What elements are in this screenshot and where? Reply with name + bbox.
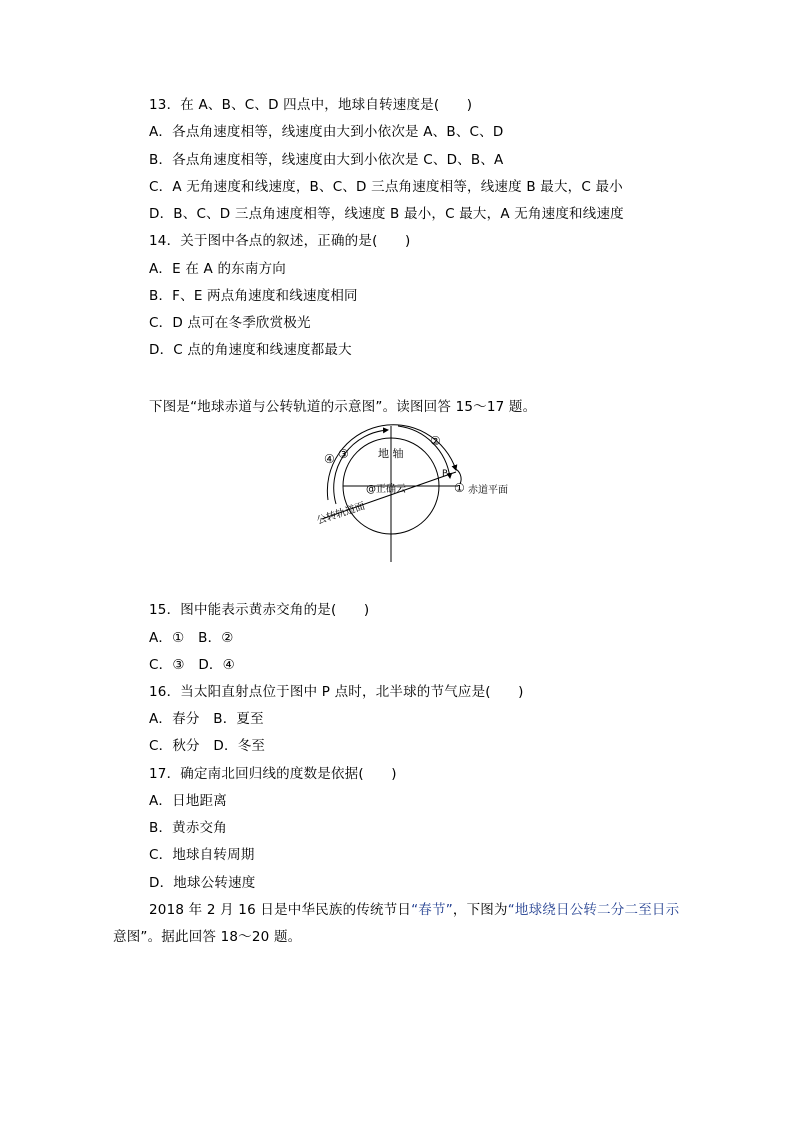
q13-option-b: B．各点角速度相等，线速度由大到小依次是 C、D、B、A	[149, 152, 504, 168]
mark-4: ④	[324, 452, 335, 466]
mark-3: ③	[338, 447, 349, 461]
point-p-label: P	[442, 469, 448, 479]
q15-options-ab: A．① B．②	[149, 630, 234, 646]
q16-stem: 16．当太阳直射点位于图中 P 点时，北半球的节气应是( )	[149, 684, 524, 700]
q14-option-b: B．F、E 两点角速度和线速度相同	[149, 288, 358, 304]
q17-option-a: A．日地距离	[149, 793, 227, 809]
q15-stem: 15．图中能表示黄赤交角的是( )	[149, 602, 370, 618]
q17-stem: 17．确定南北回归线的度数是依据( )	[149, 766, 397, 782]
intro-18-20-line2-highlight: 意图”	[113, 929, 148, 945]
mark-2: ②	[430, 434, 441, 448]
q16-options-cd: C．秋分 D．冬至	[149, 738, 266, 754]
equator-label: 赤道平面	[468, 485, 508, 496]
q16-options-ab: A．春分 B．夏至	[149, 711, 264, 727]
axis-label: 地 轴	[378, 447, 404, 460]
intro-18-20-highlight2: “地球绕日公转二分二至日示	[507, 902, 680, 918]
q13-option-d: D．B、C、D 三点角速度相等，线速度 B 最小，C 最大，A 无角速度和线速度	[149, 206, 624, 222]
intro-18-20-line2-rest: 。据此回答 18～20 题。	[147, 929, 302, 945]
intro-15-17: 下图是“地球赤道与公转轨道的示意图”。读图回答 15～17 题。	[149, 399, 537, 415]
intro-18-20-line2	[113, 928, 301, 946]
q14-option-d: D．C 点的角速度和线速度都最大	[149, 342, 352, 358]
q14-option-a: A．E 在 A 的东南方向	[149, 261, 286, 277]
q14-stem: 14．关于图中各点的叙述，正确的是( )	[149, 233, 411, 249]
intro-18-20-line1	[149, 901, 679, 919]
orbit-label: 公转轨道面	[315, 500, 367, 527]
intro-18-20-part2: ，下图为	[452, 902, 508, 918]
intro-18-20-highlight1: “春节”	[411, 902, 453, 918]
q13-option-a: A．各点角速度相等，线速度由大到小依次是 A、B、C、D	[149, 124, 504, 140]
q17-option-c: C．地球自转周期	[149, 847, 255, 863]
watermark: @正确云	[366, 484, 406, 495]
q13-option-c: C．A 无角速度和线速度，B、C、D 三点角速度相等，线速度 B 最大，C 最小	[149, 179, 623, 195]
q13-stem: 13．在 A、B、C、D 四点中，地球自转速度是( )	[149, 97, 473, 113]
intro-18-20-part1: 2018 年 2 月 16 日是中华民族的传统节日	[149, 902, 412, 918]
q15-options-cd: C．③ D．④	[149, 657, 235, 673]
mark-1: ①	[454, 481, 465, 495]
q17-option-d: D．地球公转速度	[149, 875, 256, 891]
earth-equator-orbit-diagram	[308, 420, 538, 568]
q14-option-c: C．D 点可在冬季欣赏极光	[149, 315, 311, 331]
q17-option-b: B．黄赤交角	[149, 820, 227, 836]
